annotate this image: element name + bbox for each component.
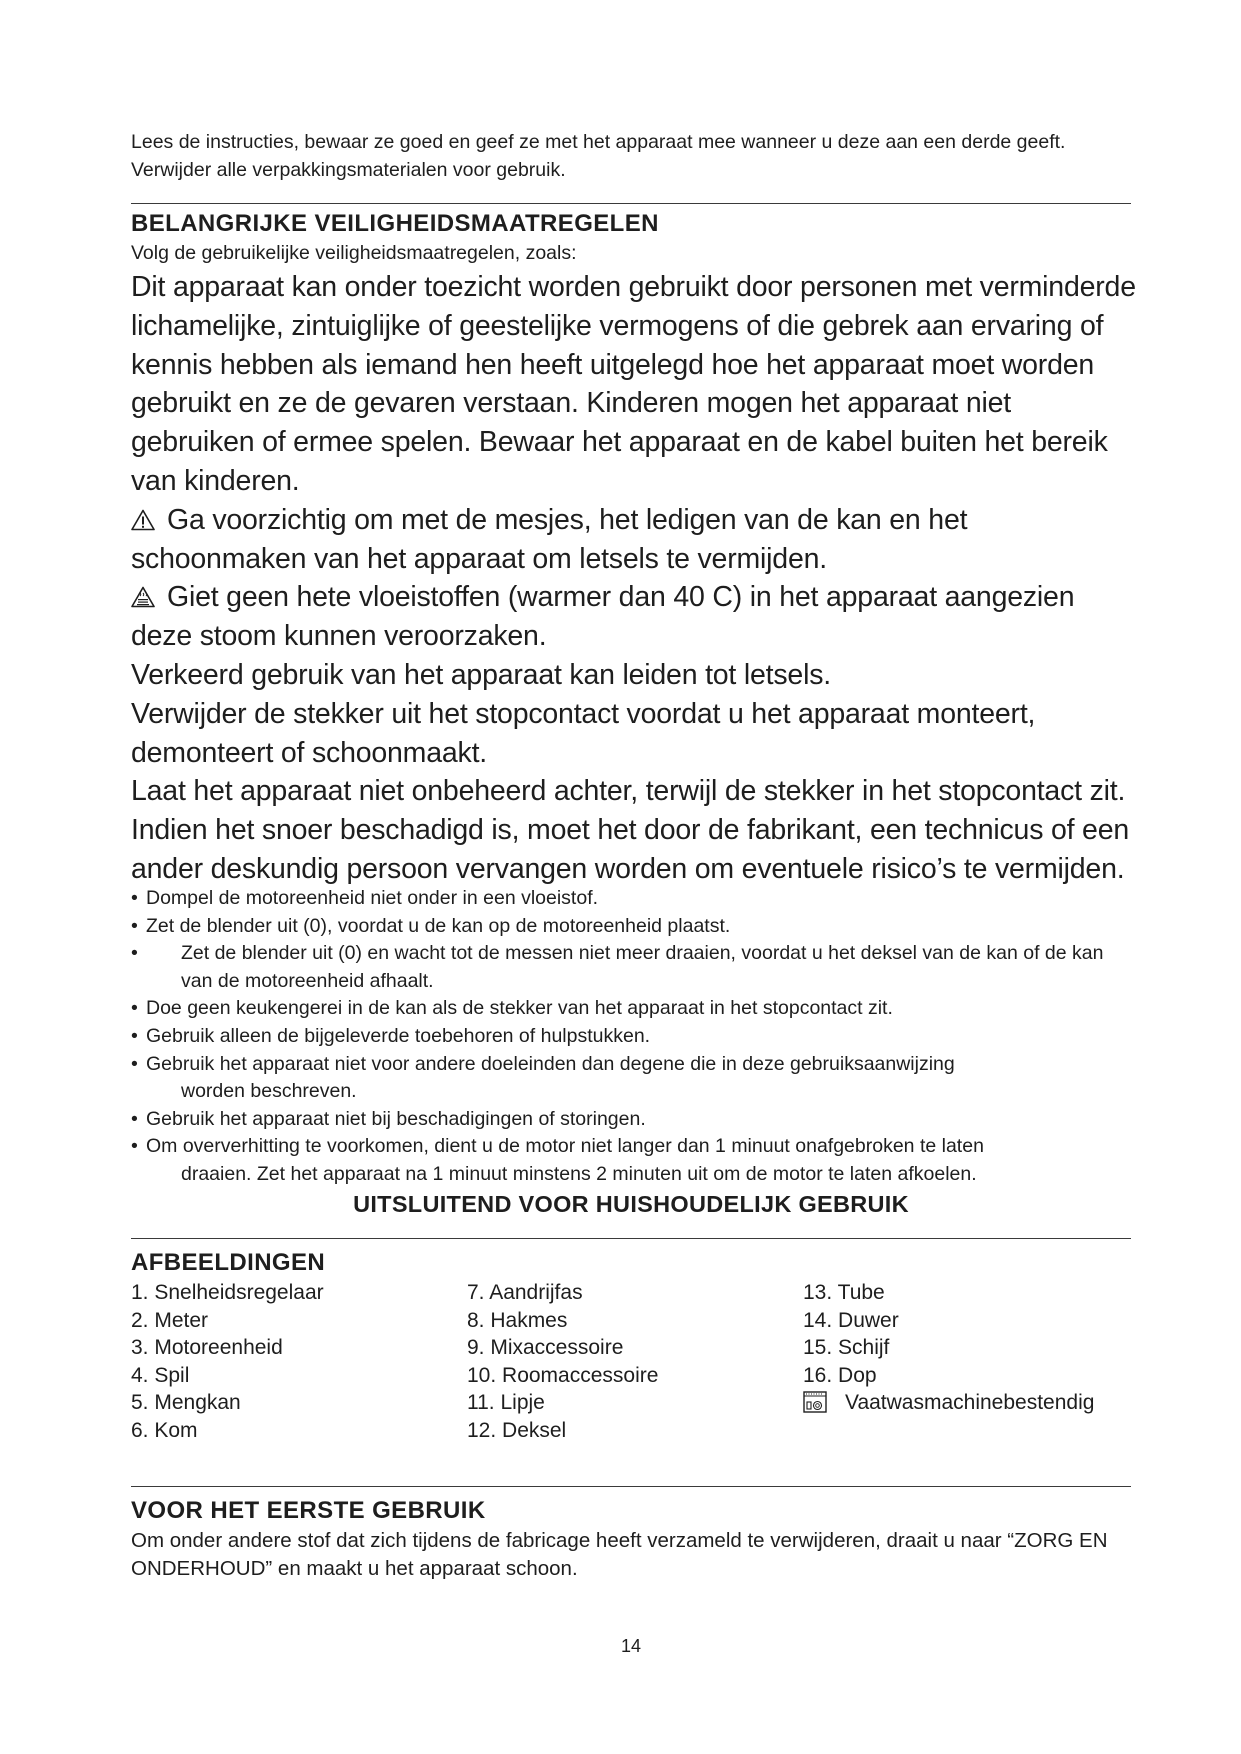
hot-liquid-text: Giet geen hete vloeistoffen (warmer dan 40 C) in het apparaat aangezien deze stoom kunnen veroorzaken.	[131, 581, 1075, 653]
warning-text: Ga voorzichtig om met de mesjes, het ledigen van de kan en het schoonmaken van het apparaat om letsels te vermijden.	[131, 503, 968, 575]
list-item: 5. Mengkan	[131, 1391, 241, 1415]
list-item: 6. Kom	[131, 1418, 198, 1442]
dishwasher-icon	[803, 1391, 827, 1413]
list-item: • Gebruik het apparaat niet voor andere doeleinden dan degene die in deze gebruiksaanwijzing worden beschreven.	[131, 1052, 955, 1103]
list-item: 9. Mixaccessoire	[467, 1336, 624, 1360]
figures-column-1	[131, 1279, 324, 1445]
list-item: • Zet de blender uit (0) en wacht tot de messen niet meer draaien, voordat u het deksel van de kan of de kan van de motoreenheid afhaalt.	[131, 942, 1104, 992]
first-use-title: VOOR HET EERSTE GEBRUIK	[131, 1497, 486, 1524]
safety-paragraph: Indien het snoer beschadigd is, moet het door de fabrikant, een technicus of een ander deskundig persoon vervangen worden om eventuele risico’s te vermijden.	[131, 814, 1130, 885]
safety-paragraph: Verkeerd gebruik van het apparaat kan leiden tot letsels.	[131, 658, 831, 691]
list-item: 14. Duwer	[803, 1308, 899, 1332]
list-item: • Dompel de motoreenheid niet onder in een vloeistof.	[131, 887, 599, 909]
divider	[131, 1238, 1131, 1239]
list-item: • Zet de blender uit (0), voordat u de kan op de motoreenheid plaatst.	[131, 914, 731, 937]
list-item: 13. Tube	[803, 1281, 885, 1304]
page-number: 14	[620, 1636, 642, 1656]
figures-column-2	[467, 1279, 658, 1445]
figures-column-3	[803, 1279, 1094, 1417]
list-item: • Gebruik het apparaat niet bij beschadigingen of storingen.	[131, 1107, 646, 1130]
safety-paragraph: Laat het apparaat niet onbeheerd achter, terwijl de stekker in het stopcontact zit.	[131, 775, 1126, 808]
list-item: 1. Snelheidsregelaar	[131, 1281, 324, 1304]
safety-paragraph: Dit apparaat kan onder toezicht worden gebruikt door personen met verminderde lichamelijke, zintuiglijke of geestelijke vermogens of die gebrek aan ervaring of kennis hebben als iemand hen heeft uitgelegd hoe het apparaat moet worden gebruikt en ze de gevaren verstaan. Kinderen mogen het apparaat niet gebruiken of ermee spelen. Bewaar het apparaat en de kabel buiten het bereik van kinderen.	[131, 271, 1136, 497]
list-item: • Om oververhitting te voorkomen, dient u de motor niet langer dan 1 minuut onafgebroken te laten draaien. Zet het apparaat na 1 minuut minstens 2 minuten uit om de motor te laten afkoelen.	[131, 1135, 984, 1185]
safety-title: BELANGRIJKE VEILIGHEIDSMAATREGELEN	[131, 210, 659, 237]
divider	[131, 203, 1131, 204]
list-item: 8. Hakmes	[467, 1308, 568, 1332]
list-item: 12. Deksel	[467, 1418, 567, 1442]
list-item: 7. Aandrijfas	[467, 1281, 583, 1304]
list-item: 2. Meter	[131, 1308, 209, 1332]
first-use-text: Om onder andere stof dat zich tijdens de fabricage heeft verzameld te verwijderen, draait u naar “ZORG EN ONDERHOUD” en maakt u het apparaat schoon.	[131, 1529, 1108, 1580]
list-item: 4. Spil	[131, 1363, 190, 1387]
list-item: 16. Dop	[803, 1363, 877, 1387]
safety-paragraph: Verwijder de stekker uit het stopcontact voordat u het apparaat monteert, demonteert of schoonmaakt.	[131, 697, 1036, 769]
divider	[131, 1486, 1131, 1487]
list-item: 11. Lipje	[467, 1391, 545, 1415]
safety-paragraph-warning	[131, 501, 1141, 579]
hot-liquid-warning-icon	[131, 586, 155, 608]
household-use-heading: UITSLUITEND VOOR HUISHOUDELIJK GEBRUIK	[353, 1191, 909, 1217]
safety-paragraph-hot	[131, 578, 1141, 656]
safety-subtitle: Volg de gebruikelijke veiligheidsmaatregelen, zoals:	[131, 242, 577, 264]
list-item: • Doe geen keukengerei in de kan als de stekker van het apparaat in het stopcontact zit.	[131, 997, 893, 1020]
list-item: 10. Roomaccessoire	[467, 1363, 659, 1387]
warning-triangle-icon	[131, 509, 155, 531]
dishwasher-safe-label: Vaatwasmachinebestendig	[845, 1391, 1095, 1415]
figures-title: AFBEELDINGEN	[131, 1249, 326, 1276]
safety-bullet-list	[131, 885, 1131, 1189]
dishwasher-safe-item	[803, 1389, 1094, 1417]
intro-text: Lees de instructies, bewaar ze goed en geef ze met het apparaat mee wanneer u deze aan een derde geeft. Verwijder alle verpakkingsmaterialen voor gebruik.	[131, 131, 1066, 181]
list-item: 3. Motoreenheid	[131, 1336, 283, 1360]
list-item: • Gebruik alleen de bijgeleverde toebehoren of hulpstukken.	[131, 1024, 651, 1047]
list-item: 15. Schijf	[803, 1336, 890, 1360]
safety-paragraphs	[131, 268, 1141, 889]
